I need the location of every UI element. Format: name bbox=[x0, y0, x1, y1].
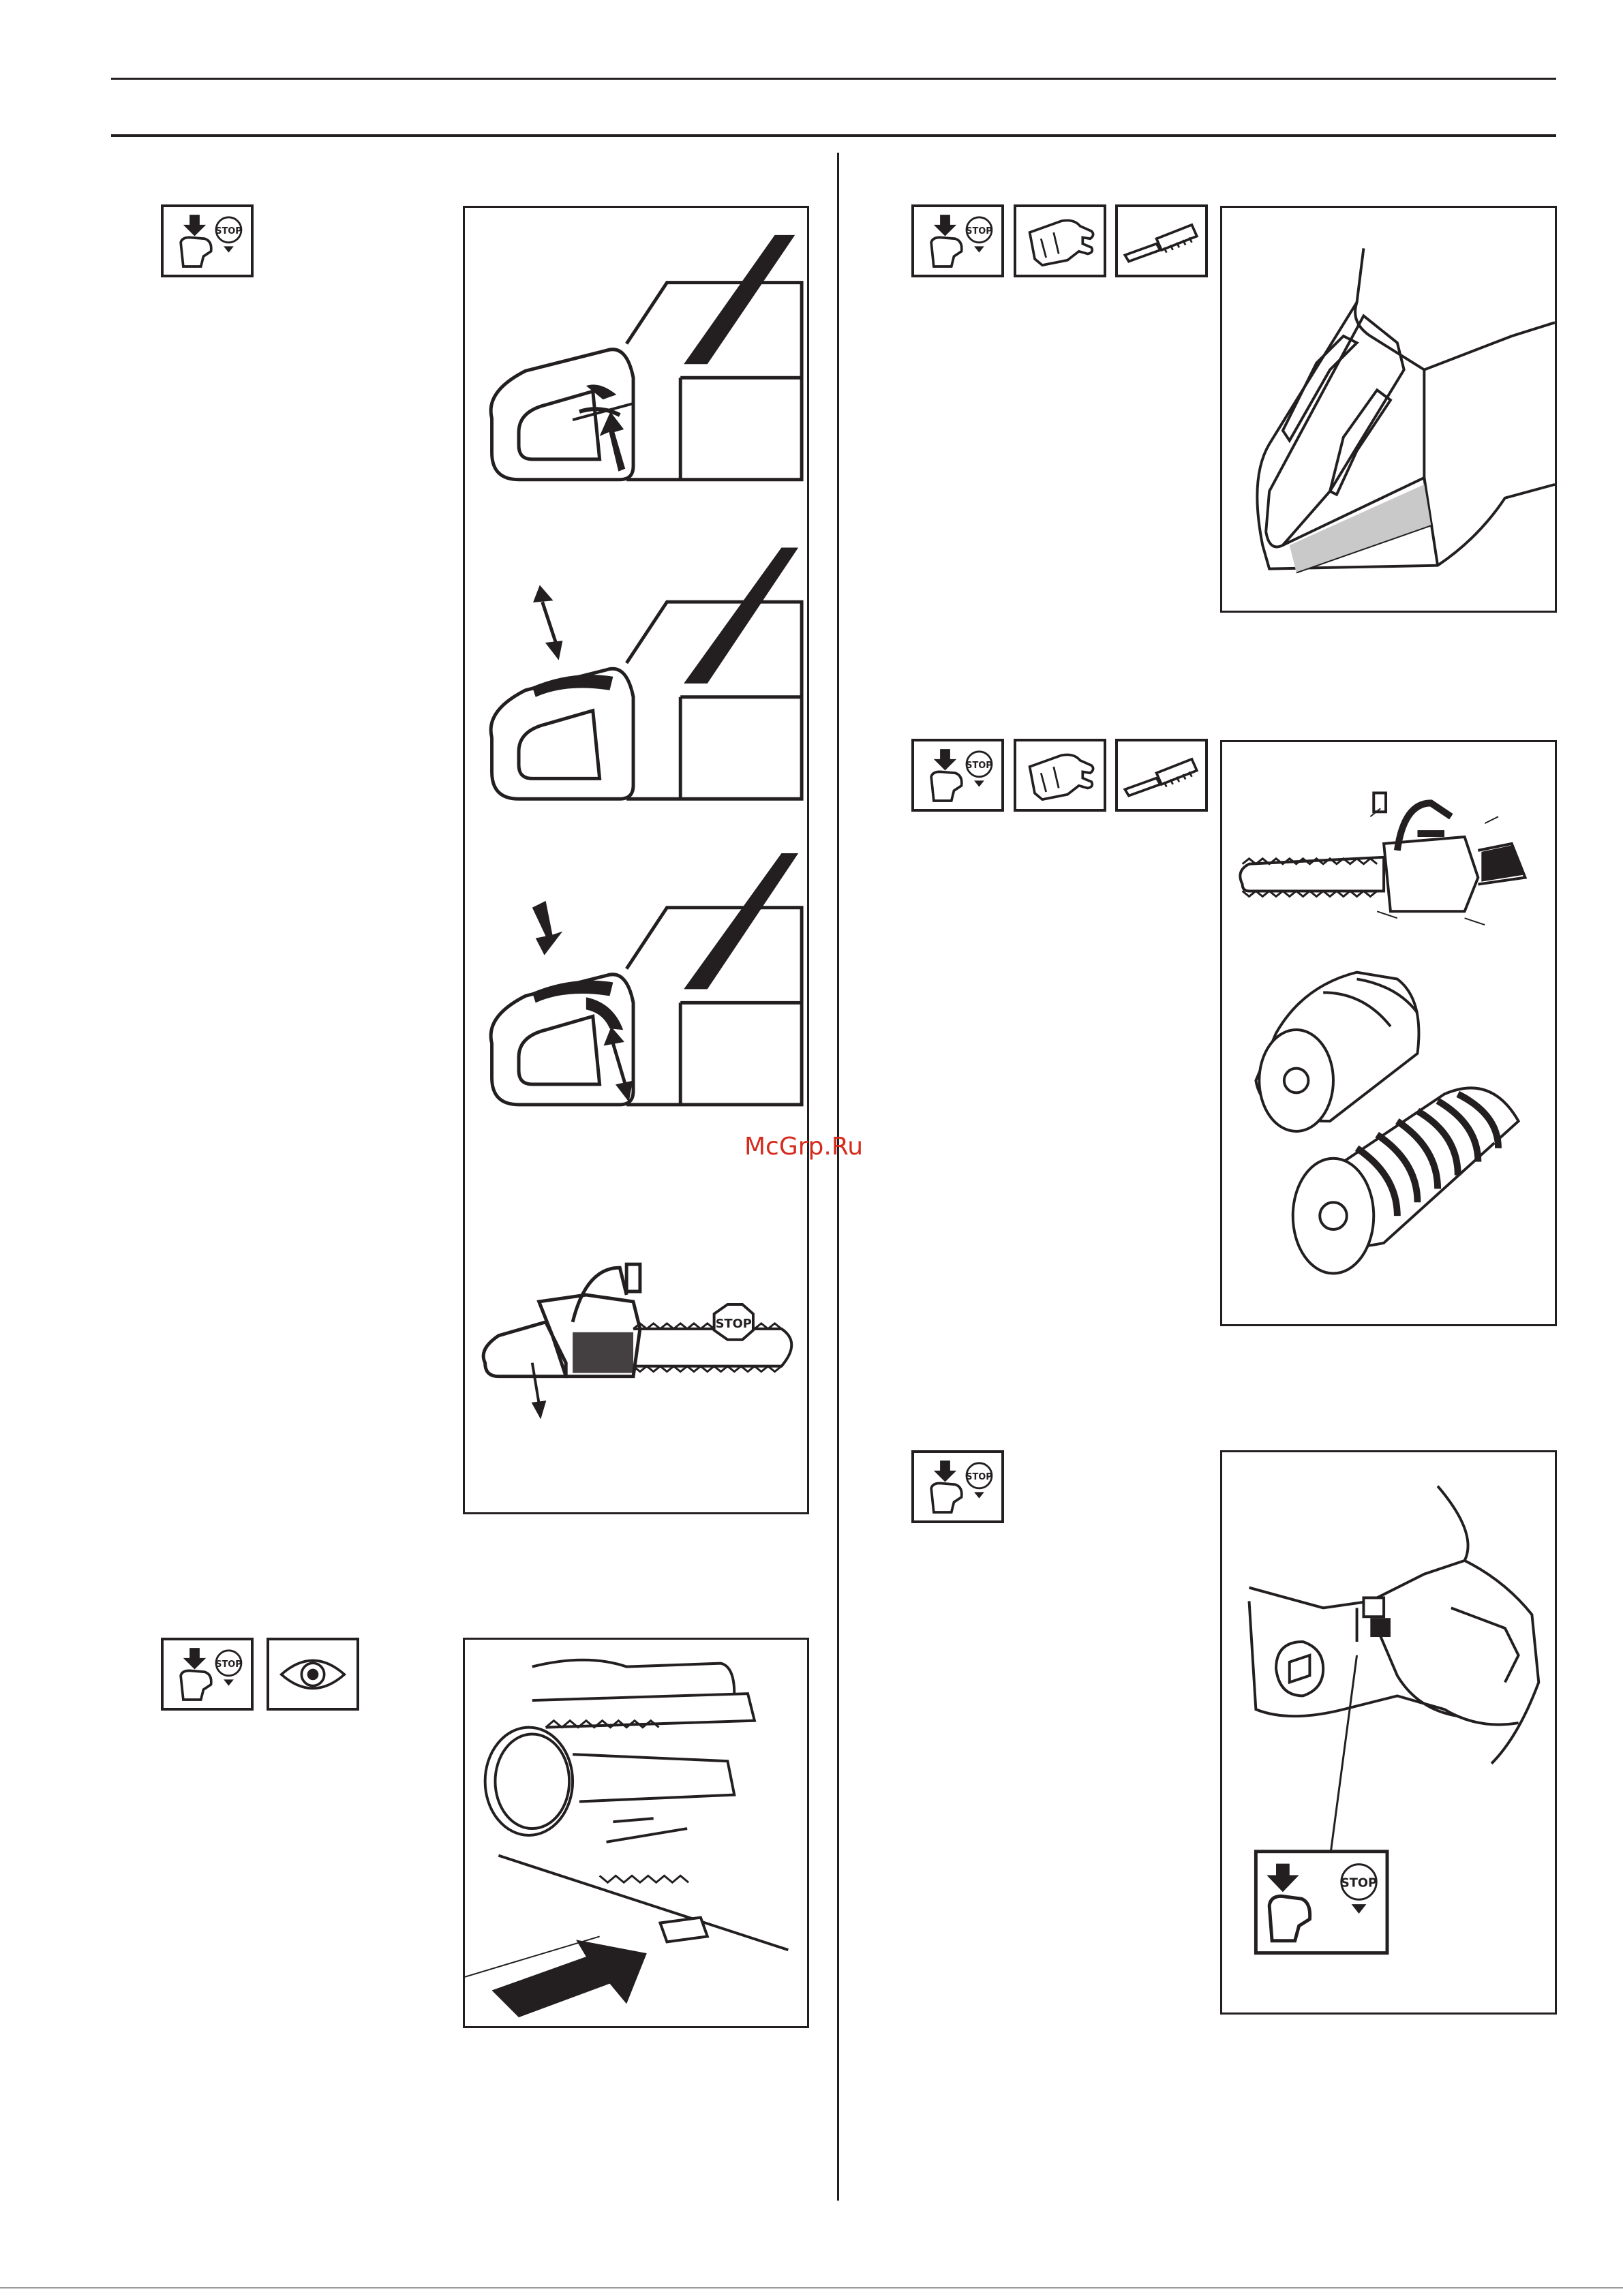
inspect-eye-symbol bbox=[267, 1638, 359, 1711]
chain-catcher-illustration-panel bbox=[463, 1638, 809, 2028]
watermark: McGrp.Ru bbox=[744, 1133, 864, 1161]
stop-engine-icon bbox=[164, 207, 251, 275]
stop-engine-symbol bbox=[161, 204, 254, 277]
chain-brake-stop-label: STOP bbox=[715, 1316, 752, 1331]
stop-label: STOP bbox=[215, 226, 242, 236]
stop-label: STOP bbox=[215, 1659, 242, 1670]
inspect-eye-icon bbox=[269, 1640, 357, 1708]
protective-gloves-icon bbox=[1016, 741, 1104, 809]
front-handle-guard-figure-1 bbox=[491, 283, 802, 480]
stop-label: STOP bbox=[966, 226, 992, 236]
stop-engine-symbol bbox=[911, 739, 1004, 812]
stop-switch-figure bbox=[1249, 1486, 1539, 1858]
callout-stop-label: STOP bbox=[1341, 1876, 1378, 1891]
stop-engine-symbol bbox=[161, 1638, 254, 1711]
stop-label: STOP bbox=[966, 1471, 992, 1482]
stop-engine-icon bbox=[914, 741, 1001, 809]
rubber-buffer-figure bbox=[1256, 973, 1419, 1131]
double-arrow-icon bbox=[536, 588, 561, 656]
protective-gloves-icon bbox=[1016, 207, 1104, 275]
stop-label: STOP bbox=[966, 760, 992, 771]
column-divider bbox=[837, 153, 839, 2201]
stop-switch-illustration-panel bbox=[1220, 1450, 1557, 2015]
protective-gloves-symbol bbox=[1014, 204, 1106, 277]
chain-brake-illustration-panel bbox=[463, 206, 809, 1514]
air-intake-illustration-panel bbox=[1220, 206, 1557, 613]
header-rule-bottom bbox=[111, 134, 1556, 137]
front-handle-guard-figure-3 bbox=[491, 908, 802, 1105]
protective-gloves-symbol bbox=[1014, 739, 1106, 812]
page-bottom-edge bbox=[0, 2287, 1623, 2289]
front-handle-guard-figure-2 bbox=[491, 602, 802, 799]
stop-engine-icon bbox=[914, 207, 1001, 275]
cleaning-brush-icon bbox=[1118, 207, 1205, 275]
stop-engine-icon bbox=[914, 1453, 1001, 1520]
stop-engine-symbol bbox=[911, 1450, 1004, 1523]
stop-engine-icon bbox=[164, 1640, 251, 1708]
header-rule-top bbox=[111, 78, 1556, 80]
cleaning-brush-symbol bbox=[1115, 204, 1208, 277]
arrow-icon bbox=[492, 1940, 647, 2017]
cleaning-brush-symbol bbox=[1115, 739, 1208, 812]
cleaning-brush-icon bbox=[1118, 741, 1205, 809]
stop-engine-symbol bbox=[911, 204, 1004, 277]
anti-vibration-illustration-panel bbox=[1220, 740, 1557, 1326]
chain-catcher-figure bbox=[465, 1660, 788, 1977]
